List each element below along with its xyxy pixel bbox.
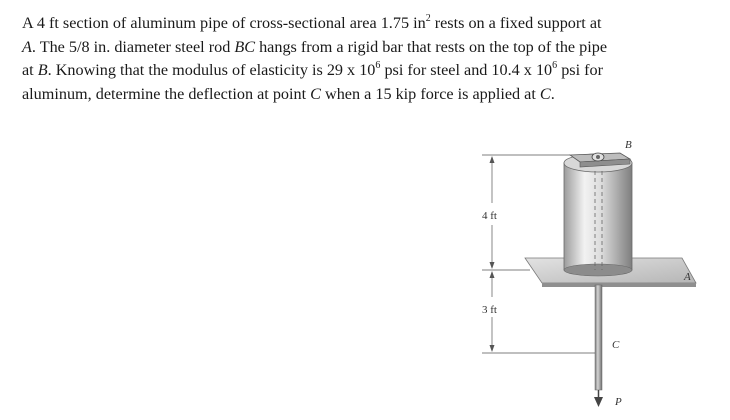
problem-text: when a 15 kip force is applied at	[320, 84, 540, 103]
problem-text: at	[22, 61, 38, 79]
dimension-upper: 4 ft	[482, 210, 497, 222]
label-b: B	[625, 139, 632, 151]
problem-line-4	[22, 83, 722, 107]
problem-line-3	[22, 59, 722, 83]
point-a-ref: A	[22, 37, 32, 56]
point-c-ref: C	[310, 84, 321, 103]
dimension-lower: 3 ft	[482, 304, 497, 316]
problem-text: .	[550, 84, 555, 103]
problem-line-1	[22, 12, 722, 36]
superscript: 6	[552, 59, 558, 71]
load-arrow-p	[594, 390, 603, 407]
superscript: 2	[425, 12, 431, 24]
superscript: 6	[375, 59, 381, 71]
rod-bc-ref: BC	[234, 37, 256, 56]
label-a: A	[684, 271, 691, 283]
label-c: C	[612, 339, 620, 351]
pipe-rod-figure	[470, 135, 710, 420]
problem-text: . The 5/8 in. diameter steel rod	[31, 37, 235, 56]
problem-text: psi for steel and 10.4 x 10	[380, 61, 553, 79]
steel-rod-bc	[595, 285, 602, 390]
point-b-ref: B	[37, 61, 48, 79]
problem-text: hangs from a rigid bar that rests on the top of the pipe	[255, 37, 608, 56]
problem-text: aluminum, determine the deflection at point	[22, 84, 311, 103]
problem-line-2	[22, 36, 722, 60]
problem-text: . Knowing that the modulus of elasticity is 29 x 10	[47, 61, 376, 79]
problem-text: rests on a fixed support at	[430, 14, 602, 32]
label-p: P	[615, 396, 622, 408]
aluminum-pipe	[564, 154, 632, 276]
problem-statement	[22, 12, 722, 106]
problem-text: A 4 ft section of aluminum pipe of cross-sectional area 1.75 in	[22, 14, 426, 32]
problem-text: psi for	[557, 61, 603, 79]
point-c-ref: C	[539, 84, 551, 103]
